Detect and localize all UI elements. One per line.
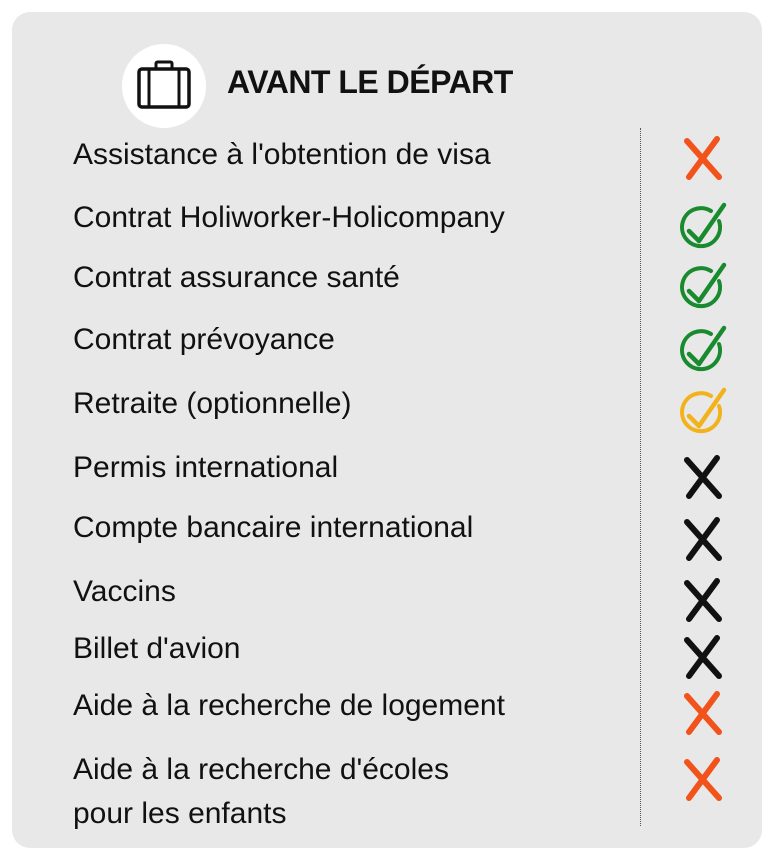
item-label-contrat-holiworker: Contrat Holiworker-Holicompany	[73, 201, 505, 234]
item-label-retraite: Retraite (optionnelle)	[73, 387, 352, 420]
cross-icon	[675, 630, 731, 686]
checklist-card	[12, 12, 762, 848]
item-label-ecoles: Aide à la recherche d'écoles	[73, 753, 449, 786]
page-title: AVANT LE DÉPART	[227, 64, 513, 100]
item-label-visa: Assistance à l'obtention de visa	[73, 138, 491, 171]
cross-icon	[675, 512, 731, 568]
cross-icon	[675, 131, 731, 187]
item-label-prevoyance: Contrat prévoyance	[73, 323, 335, 356]
check-circle-icon	[675, 384, 731, 440]
item-label-billet: Billet d'avion	[73, 632, 241, 665]
suitcase-badge	[122, 44, 206, 128]
item-label-assurance-sante: Contrat assurance santé	[73, 261, 400, 294]
check-circle-icon	[675, 199, 731, 255]
check-circle-icon	[675, 259, 731, 315]
column-divider	[640, 128, 641, 826]
item-label-permis: Permis international	[73, 451, 339, 484]
cross-icon	[675, 450, 731, 506]
cross-icon	[675, 752, 731, 808]
item-label-vaccins: Vaccins	[73, 575, 176, 608]
item-label-compte-bancaire: Compte bancaire international	[73, 511, 474, 544]
cross-icon	[675, 686, 731, 742]
check-circle-icon	[675, 322, 731, 378]
item-label-ecoles-line2: pour les enfants	[73, 797, 287, 830]
item-label-logement: Aide à la recherche de logement	[73, 689, 505, 722]
suitcase-icon	[134, 56, 194, 116]
cross-icon	[675, 573, 731, 629]
